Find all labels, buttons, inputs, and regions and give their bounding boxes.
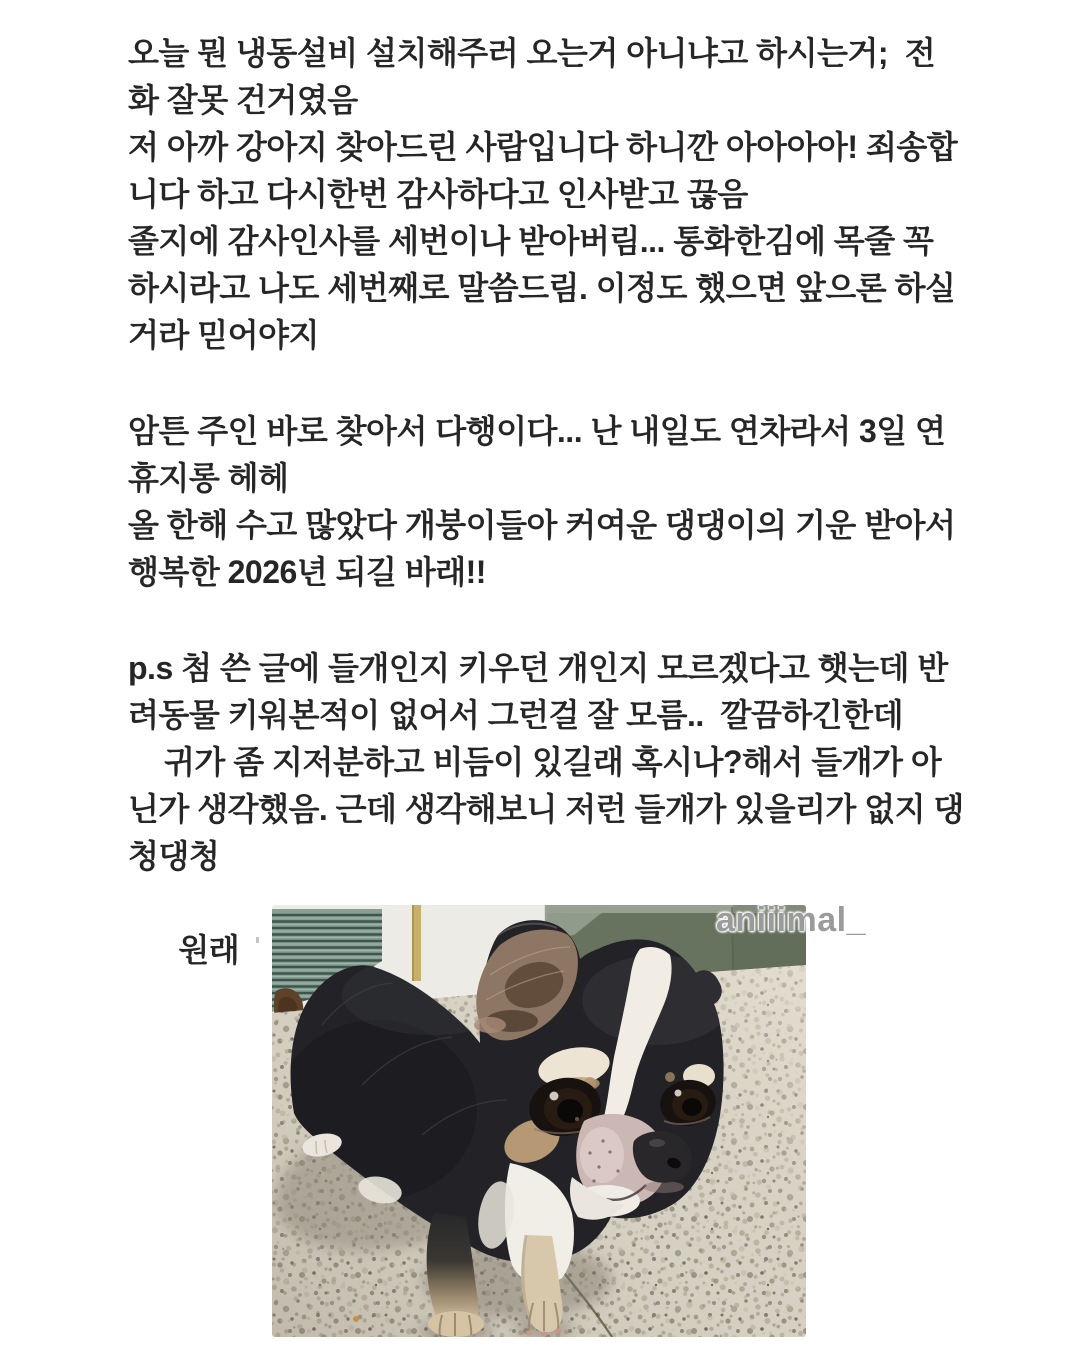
sentence-apology: 저 아까 강아지 찾아드린 사람입니다 하니깐 아아아아! 죄송합니다 하고 다시한번 감사하다고 인사받고 끊음	[128, 129, 958, 212]
paragraph-relief	[128, 408, 964, 596]
erased-mark	[256, 937, 259, 943]
brow-dot-tan	[665, 1072, 675, 1082]
paragraph-phone-story	[128, 30, 964, 359]
sentence-wrong-call: 오늘 뭔 냉동설비 설치해주러 오는거 아니냐고 하시는거; 전화 잘못 건거였음	[128, 35, 936, 118]
sentence-found-owner: 암튼 주인 바로 찾아서 다행이다... 난 내일도 연차라서 3일 연휴지롱 헤헤	[128, 413, 946, 496]
toe-nail	[555, 1329, 562, 1334]
post-body-text	[128, 30, 964, 1021]
photo-watermark: aniiimal_	[716, 901, 867, 939]
orange-speck	[353, 1316, 359, 1322]
dog-photo[interactable]	[272, 901, 867, 1337]
sentence-dirty-ears: 귀가 좀 지저분하고 비듬이 있길래 혹시나?해서 들개가 아닌가 생각했음. 근데 생각해보니 저런 들개가 있을리가 없지 댕청댕청	[128, 744, 964, 874]
photo-illustration	[272, 905, 806, 1337]
toe-nail	[526, 1331, 533, 1336]
toe-nail	[541, 1332, 548, 1337]
redacted-line-prefix: 원래	[178, 932, 248, 968]
sentence-ps: p.s 첨 쓴 글에 들개인지 키우던 개인지 모르겠다고 햇는데 반려동물 키워본적이 없어서 그런걸 잘 모름.. 깔끔하긴한데	[128, 650, 948, 733]
sentence-three-thanks: 졸지에 감사인사를 세번이나 받아버림... 통화한김에 목줄 꼭 하시라고 나도 세번째로 말씀드림. 이정도 했으면 앞으론 하실거라 믿어야지	[128, 223, 956, 353]
sentence-new-year-wish: 올 한해 수고 많았다 개붕이들아 커여운 댕댕이의 기운 받아서 행복한 2026년 되길 바래!!	[128, 507, 964, 590]
